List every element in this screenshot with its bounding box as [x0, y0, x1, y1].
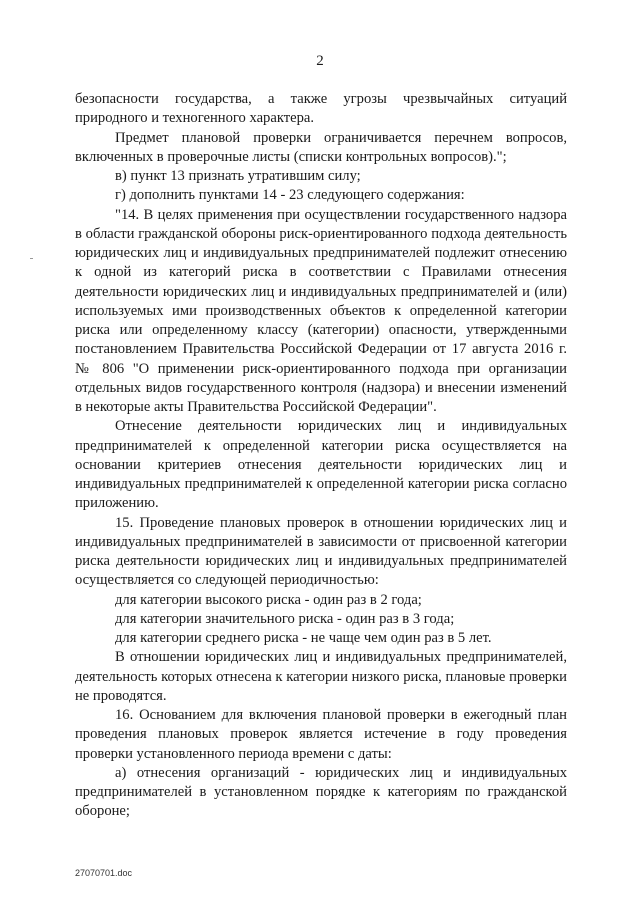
margin-mark	[30, 258, 33, 259]
paragraph-risk-assignment: Отнесение деятельности юридических лиц и индивидуальных предпринимателей к определенной категории риска осуществляется на основании критериев отнесения деятельности юридических лиц и индивидуальных предпринимателей к определенной категории риска согласно приложению.	[75, 418, 567, 512]
page-number: 2	[316, 53, 324, 69]
list-item-high-risk: для категории высокого риска - один раз в 2 года;	[115, 591, 422, 608]
paragraph-inspection-subject: Предмет плановой проверки ограничивается перечнем вопросов, включенных в проверочные листы (списки контрольных вопросов).";	[75, 129, 567, 165]
paragraph-low-risk: В отношении юридических лиц и индивидуальных предпринимателей, деятельность которых отнесена к категории низкого риска, плановые проверки не проводятся.	[75, 649, 567, 704]
document-body	[75, 90, 567, 822]
paragraph-point-14: "14. В целях применения при осуществлении государственного надзора в области гражданской обороны риск-ориентированного подхода деятельность юридических лиц и индивидуальных предпринимателей подлежит отнесению к одной из категорий риска в соответствии с Правилами отнесения деятельности юридических лиц и индивидуальных предпринимателей и (или) используемых ими производственных объектов к определенной категории риска или определенному классу (категории) опасности, утвержденными постановлением Правительства Российской Федерации от 17 августа 2016 г. № 806 "О применении риск-ориентированного подхода при организации отдельных видов государственного контроля (надзора) и внесении изменений в некоторые акты Правительства Российской Федерации".	[75, 206, 567, 415]
paragraph-point-15: 15. Проведение плановых проверок в отношении юридических лиц и индивидуальных предпринимателей в зависимости от присвоенной категории риска деятельности юридических лиц и индивидуальных предпринимателей осуществляется со следующей периодичностью:	[75, 514, 567, 589]
list-item-medium-risk: для категории среднего риска - не чаще чем один раз в 5 лет.	[115, 630, 492, 646]
paragraph-continuation: безопасности государства, а также угрозы чрезвычайных ситуаций природного и техногенного характера.	[75, 91, 567, 127]
paragraph-point-16: 16. Основанием для включения плановой проверки в ежегодный план проведения плановых проверок является истечение в году проведения проверки установленного периода времени с даты:	[75, 707, 567, 762]
list-item-significant-risk: для категории значительного риска - один раз в 3 года;	[115, 610, 455, 627]
paragraph-item-g: г) дополнить пунктами 14 - 23 следующего содержания:	[115, 187, 465, 204]
paragraph-item-v: в) пункт 13 признать утратившим силу;	[115, 168, 361, 184]
paragraph-item-a: а) отнесения организаций - юридических лиц и индивидуальных предпринимателей в установленном порядке к категориям по гражданской обороне;	[75, 764, 567, 820]
footer-filename: 27070701.doc	[75, 868, 133, 878]
